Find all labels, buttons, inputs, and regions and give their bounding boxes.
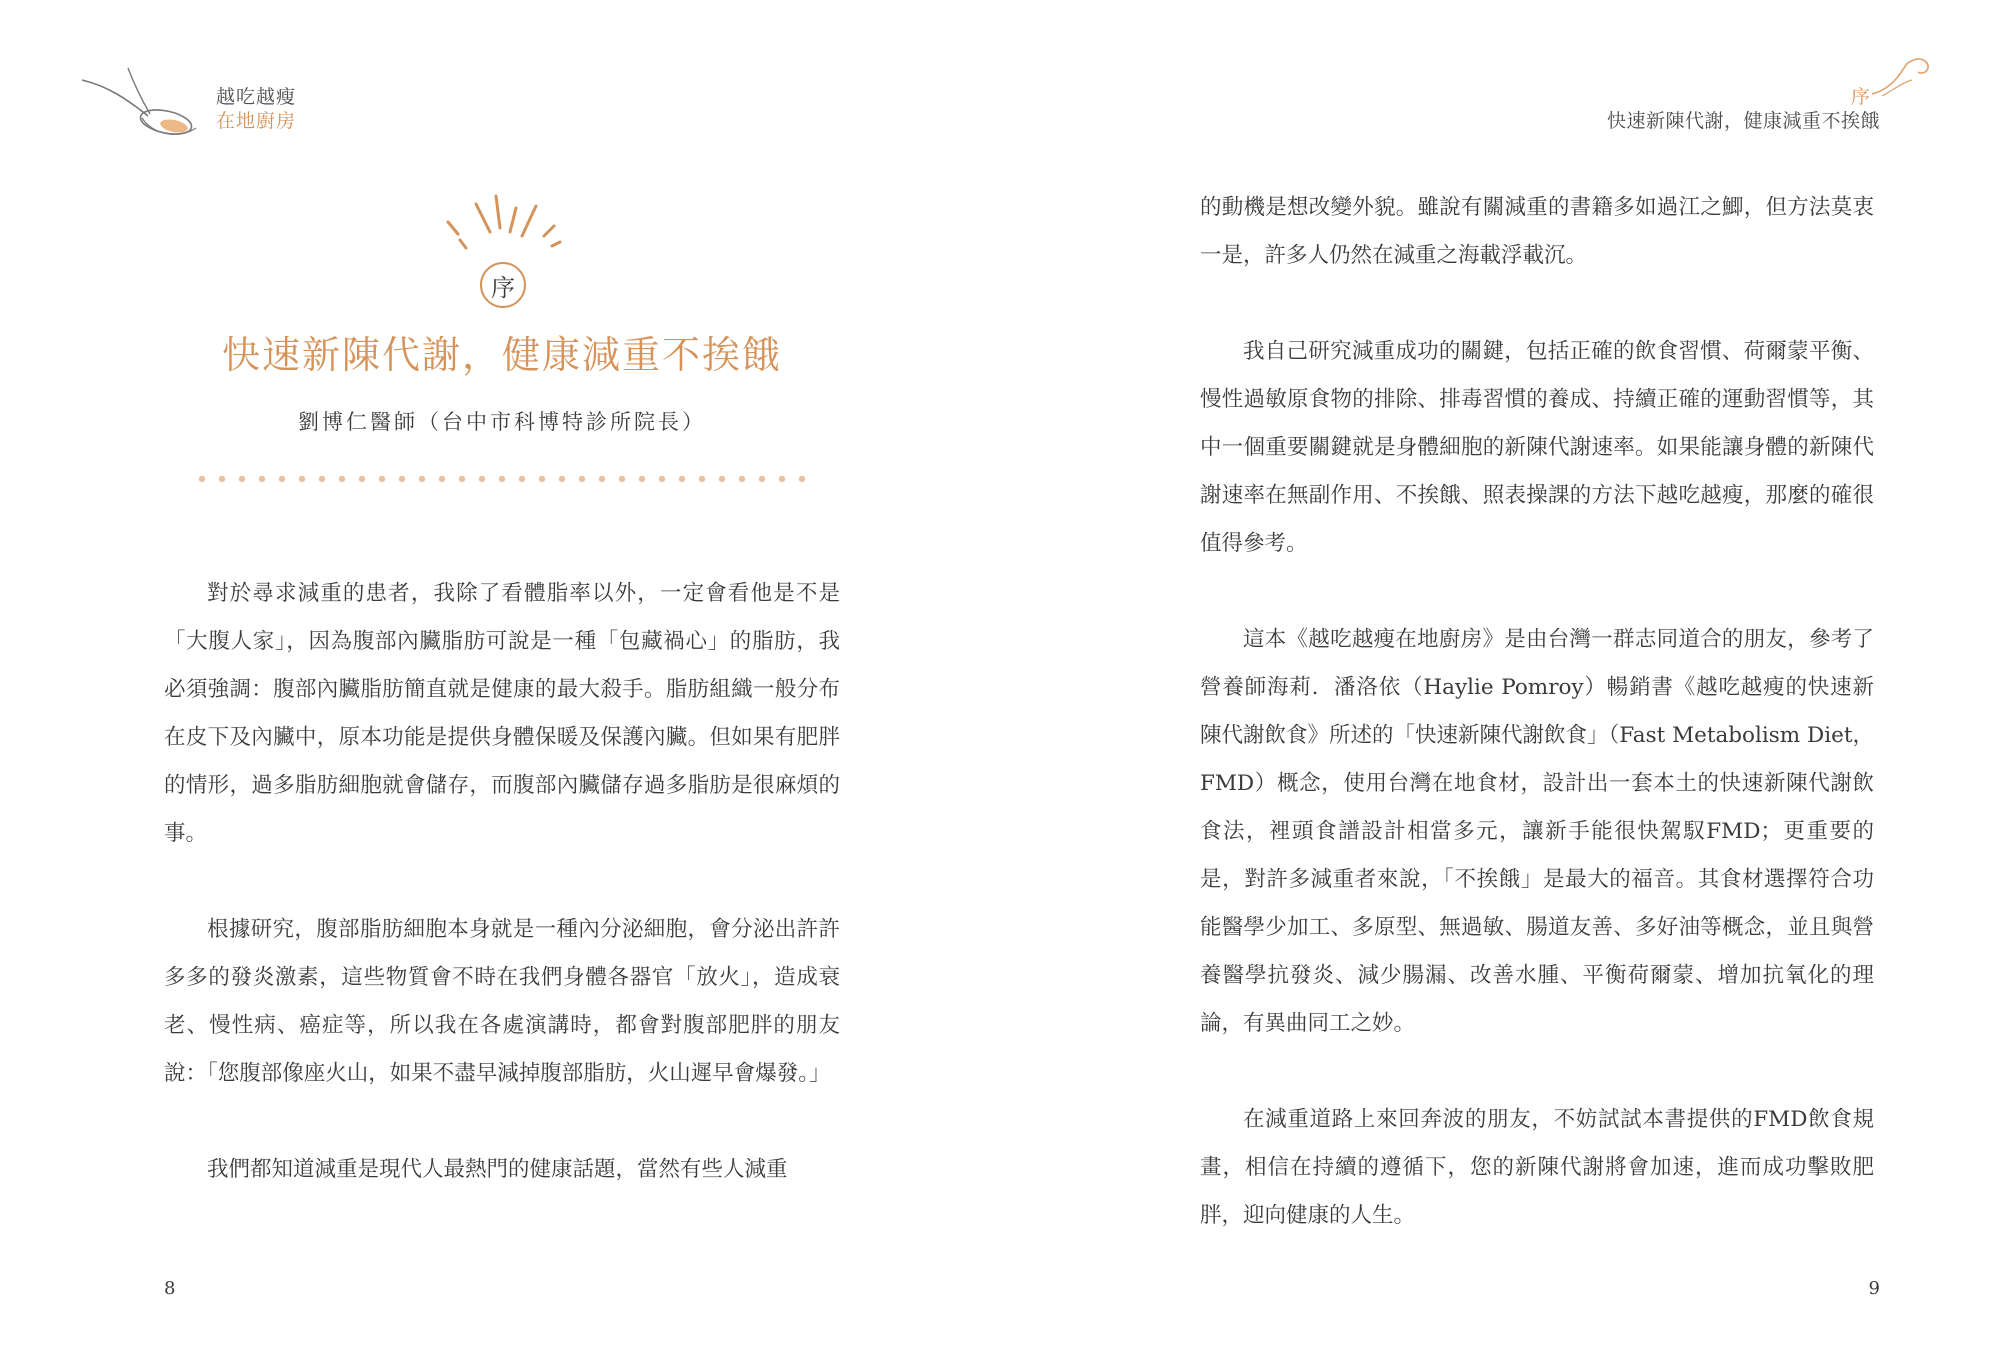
divider-dot	[299, 476, 305, 482]
paragraph: 對於尋求減重的患者，我除了看體脂率以外，一定會看他是不是「大腹人家」，因為腹部內臟脂肪可說是一種「包藏禍心」的脂肪，我必須強調：腹部內臟脂肪簡直就是健康的最大殺手。脂肪組織一般分布在皮下及內臟中，原本功能是提供身體保暖及保護內臟。但如果有肥胖的情形，過多脂肪細胞就會儲存，而腹部內臟儲存過多脂肪是很麻煩的事。	[164, 581, 840, 846]
paragraph: 我自己研究減重成功的關鍵，包括正確的飲食習慣、荷爾蒙平衡、慢性過敏原食物的排除、排毒習慣的養成、持續正確的運動習慣等，其中一個重要關鍵就是身體細胞的新陳代謝速率。如果能讓身體的新陳代謝速率在無副作用、不挨餓、照表操課的方法下越吃越瘦，那麼的確很值得參考。	[1200, 339, 1874, 556]
divider-dot	[339, 476, 345, 482]
divider-dot	[219, 476, 225, 482]
divider-dot	[399, 476, 405, 482]
paragraph: 這本《越吃越瘦在地廚房》是由台灣一群志同道合的朋友，參考了營養師海莉．潘洛依（Haylie Pomroy）暢銷書《越吃越瘦的快速新陳代謝飲食》所述的「快速新陳代謝飲食」（Fast Metabolism Diet，FMD）概念，使用台灣在地食材，設計出一套本土的快速新陳代謝飲食法，裡頭食譜設計相當多元，讓新手能很快駕馭FMD；更重要的是，對許多減重者來說，「不挨餓」是最大的福音。其食材選擇符合功能醫學少加工、多原型、無過敏、腸道友善、多好油等概念，並且與營養醫學抗發炎、減少腸漏、改善水腫、平衡荷爾蒙、增加抗氧化的理論，有異曲同工之妙。	[1200, 627, 1874, 1036]
divider-dot	[699, 476, 705, 482]
divider-dot	[599, 476, 605, 482]
chapter-title: 快速新陳代謝，健康減重不挨餓	[221, 333, 782, 377]
divider-dot	[619, 476, 625, 482]
page-number-right: 9	[1868, 1278, 1880, 1299]
divider-dot	[679, 476, 685, 482]
divider-dot	[799, 476, 805, 482]
left-body-text	[164, 570, 840, 1194]
running-head-title: 快速新陳代謝，健康減重不挨餓	[1606, 110, 1880, 132]
divider-dot	[779, 476, 785, 482]
book-title-line1: 越吃越瘦	[216, 86, 297, 108]
divider-dot	[279, 476, 285, 482]
divider-dot	[479, 476, 485, 482]
right-body-text	[1200, 184, 1874, 1240]
divider-dot	[539, 476, 545, 482]
paragraph: 我們都知道減重是現代人最熱門的健康話題，當然有些人減重	[207, 1157, 788, 1182]
chapter-author: 劉博仁醫師（台中市科博特診所院長）	[298, 410, 706, 434]
divider-dot	[359, 476, 365, 482]
divider-dot	[739, 476, 745, 482]
paragraph: 根據研究，腹部脂肪細胞本身就是一種內分泌細胞，會分泌出許許多多的發炎激素，這些物質會不時在我們身體各器官「放火」，造成衰老、慢性病、癌症等，所以我在各處演講時，都會對腹部肥胖的朋友說：「您腹部像座火山，如果不盡早減掉腹部脂肪，火山遲早會爆發。」	[164, 917, 840, 1086]
book-title-line2: 在地廚房	[216, 110, 297, 132]
divider-dot	[459, 476, 465, 482]
preface-seal: 序	[480, 262, 526, 308]
swirl-icon	[1868, 54, 1938, 100]
right-page	[1004, 0, 2008, 1359]
divider-dot	[439, 476, 445, 482]
divider-dot	[239, 476, 245, 482]
divider-dot	[559, 476, 565, 482]
divider-dot	[759, 476, 765, 482]
paragraph: 在減重道路上來回奔波的朋友，不妨試試本書提供的FMD飲食規畫，相信在持續的遵循下，您的新陳代謝將會加速，進而成功擊敗肥胖，迎向健康的人生。	[1200, 1107, 1874, 1228]
divider-dot	[519, 476, 525, 482]
paragraph: 的動機是想改變外貌。雖說有關減重的書籍多如過江之鯽，但方法莫衷一是，許多人仍然在減重之海載浮載沉。	[1200, 195, 1874, 268]
divider-dot	[319, 476, 325, 482]
divider-dot	[199, 476, 205, 482]
running-head-label: 序	[1850, 86, 1870, 108]
divider-dot	[659, 476, 665, 482]
divider-dot	[379, 476, 385, 482]
divider-dot	[579, 476, 585, 482]
divider-dot	[419, 476, 425, 482]
sun-rays-icon	[438, 192, 566, 254]
divider-dot	[259, 476, 265, 482]
page-number-left: 8	[164, 1278, 176, 1299]
dot-divider	[198, 472, 808, 486]
divider-dot	[639, 476, 645, 482]
divider-dot	[719, 476, 725, 482]
spoon-egg-icon	[78, 64, 208, 144]
divider-dot	[499, 476, 505, 482]
